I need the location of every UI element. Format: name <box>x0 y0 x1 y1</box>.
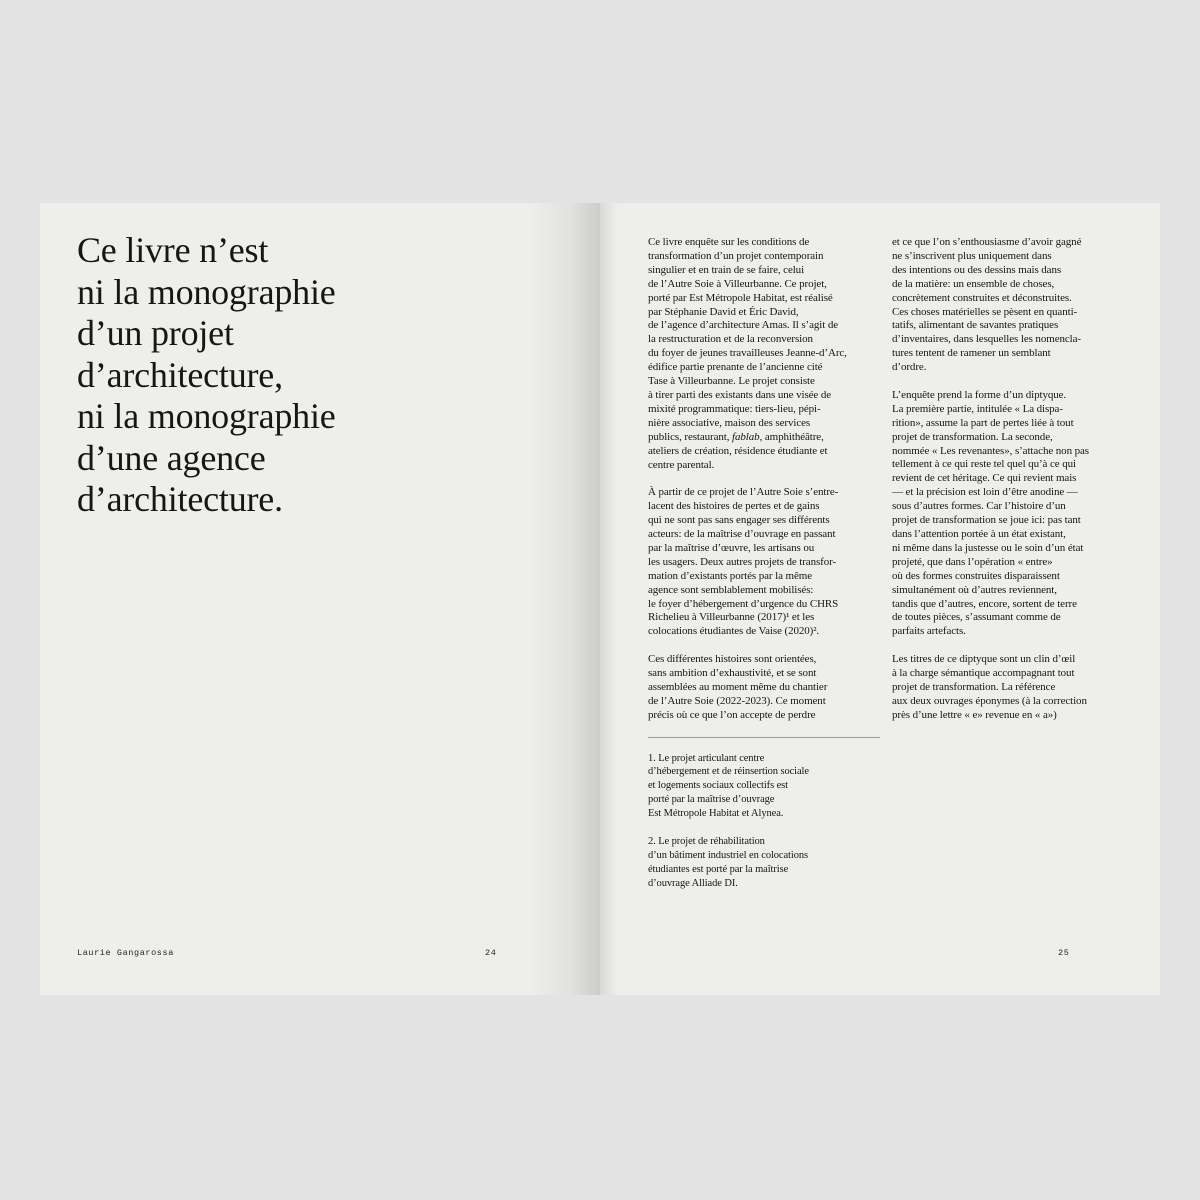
text-line: tatifs, alimentant de savantes pratiques <box>892 319 1059 332</box>
text-line: singulier et en train de se faire, celui <box>648 263 805 276</box>
text-line: Richelieu à Villeurbanne (2017)¹ et les <box>648 611 815 624</box>
text-line: et logements sociaux collectifs est <box>648 780 788 792</box>
text-line: d’un bâtiment industriel en colocations <box>648 849 808 861</box>
text-line: porté par la maîtrise d’ouvrage <box>648 794 775 806</box>
paragraph <box>892 236 1127 375</box>
text-line: agence sont semblablement mobilisés: <box>648 583 814 596</box>
text-line: où des formes construites disparaissent <box>892 569 1060 582</box>
text-line: À partir de ce projet de l’Autre Soie s’entre- <box>648 486 839 499</box>
text-line: acteurs: de la maîtrise d’ouvrage en passant <box>648 528 836 541</box>
headline-line: d’architecture, <box>77 354 283 395</box>
headline-line: d’architecture. <box>77 479 283 519</box>
footnote <box>648 835 883 891</box>
text-line: transformation d’un projet contemporain <box>648 249 824 262</box>
text-line: tandis que d’autres, encore, sortent de terre <box>892 597 1077 610</box>
text-line: à la charge sémantique accompagnant tout <box>892 667 1075 680</box>
paragraph <box>648 236 883 472</box>
footnotes <box>648 752 883 891</box>
text-line: par la maîtrise d’œuvre, les artisans ou <box>648 541 815 554</box>
text-line: porté par Est Métropole Habitat, est réalisé <box>648 291 833 304</box>
text-line: nommée « Les revenantes», s’attache non pas <box>892 444 1089 457</box>
text-line: ateliers de création, résidence étudiante et <box>648 444 828 457</box>
text-line: édifice partie prenante de l’ancienne cité <box>648 361 823 374</box>
headline-line: d’une agence <box>77 437 266 478</box>
text-line: Ce livre enquête sur les conditions de <box>648 236 810 248</box>
text-line: projet de transformation. La référence <box>892 680 1056 693</box>
text-line: parfaits artefacts. <box>892 625 966 638</box>
right-page <box>600 203 1160 995</box>
text-line: aux deux ouvrages éponymes (à la correction <box>892 694 1087 707</box>
text-line: mixité programmatique: tiers-lieu, pépi- <box>648 402 821 415</box>
text-line: mation d’existants portés par la même <box>648 569 813 582</box>
page-headline <box>77 230 557 521</box>
text-line: étudiantes est porté par la maîtrise <box>648 863 789 875</box>
text-line: du foyer de jeunes travailleuses Jeanne-d’Arc, <box>648 347 847 360</box>
text-line: projet de transformation se joue ici: pas tant <box>892 514 1081 527</box>
headline-line: ni la monographie <box>77 396 336 436</box>
text-line: d’inventaires, dans lesquelles les nomencla- <box>892 333 1081 346</box>
text-line: ne s’inscrivent plus uniquement dans <box>892 249 1052 262</box>
text-line: ni même dans la justesse ou le soin d’un état <box>892 541 1084 554</box>
headline-line: d’un projet <box>77 313 234 353</box>
text-line: simultanément où d’autres reviennent, <box>892 583 1057 596</box>
text-line: Les titres de ce diptyque sont un clin d’œil <box>892 653 1076 666</box>
text-column-1 <box>648 236 883 905</box>
text-line: dans l’attention portée à un état existant, <box>892 528 1066 541</box>
page-number-left: 24 <box>485 948 497 958</box>
text-line: 1. Le projet articulant centre <box>648 752 765 764</box>
text-line: L’enquête prend la forme d’un diptyque. <box>892 388 1067 401</box>
text-line: par Stéphanie David et Éric David, <box>648 305 799 318</box>
text-line: Ces choses matérielles se pèsent en quanti- <box>892 305 1078 318</box>
paragraph <box>892 653 1127 723</box>
column-1-body <box>648 236 883 723</box>
text-line: tures tentent de ramener un semblant <box>892 347 1051 360</box>
text-line: rition», assume la part de pertes liée à tout <box>892 416 1074 429</box>
text-line: d’ouvrage Alliade DI. <box>648 877 738 889</box>
paragraph <box>648 486 883 639</box>
text-line: de l’agence d’architecture Amas. Il s’agit de <box>648 319 839 332</box>
text-line: colocations étudiantes de Vaise (2020)². <box>648 625 820 638</box>
column-2-body <box>892 236 1127 723</box>
text-line: de l’Autre Soie à Villeurbanne. Ce projet, <box>648 277 827 290</box>
gutter-shadow <box>600 203 618 995</box>
text-line: les usagers. Deux autres projets de transfor- <box>648 555 837 568</box>
gutter-shadow <box>530 203 600 995</box>
text-line: la restructuration et de la reconversion <box>648 333 813 346</box>
footnote-divider <box>648 737 880 738</box>
text-line: précis où ce que l’on accepte de perdre <box>648 708 816 721</box>
text-line: nière associative, maison des services <box>648 416 811 429</box>
text-line: d’ordre. <box>892 361 927 374</box>
headline-line: Ce livre n’est <box>77 230 269 270</box>
text-line: concrètement construites et déconstruites. <box>892 291 1072 304</box>
text-column-2 <box>892 236 1127 737</box>
text-line: à tirer parti des existants dans une visée de <box>648 388 832 401</box>
text-line: Est Métropole Habitat et Alynea. <box>648 808 784 820</box>
text-line: des intentions ou des dessins mais dans <box>892 263 1062 276</box>
text-line: Ces différentes histoires sont orientées, <box>648 653 817 666</box>
author-name: Laurie Gangarossa <box>77 948 174 958</box>
text-line: qui ne sont pas sans engager ses différents <box>648 514 830 527</box>
text-line: de l’Autre Soie (2022-2023). Ce moment <box>648 694 826 707</box>
text-line: tellement à ce qui reste tel quel qu’à ce qui <box>892 458 1076 471</box>
text-line: projeté, que dans l’opération « entre» <box>892 555 1053 568</box>
left-page <box>40 203 600 995</box>
text-line: de toutes pièces, s’assumant comme de <box>892 611 1061 624</box>
text-line: 2. Le projet de réhabilitation <box>648 836 765 847</box>
headline-line: ni la monographie <box>77 271 336 312</box>
text-line: d’hébergement et de réinsertion sociale <box>648 766 809 778</box>
text-line: — et la précision est loin d’être anodine — <box>892 486 1078 499</box>
text-line: assemblées au moment même du chantier <box>648 680 828 693</box>
text-line: lacent des histoires de pertes et de gains <box>648 500 820 513</box>
text-line: centre parental. <box>648 458 715 471</box>
text-line: de la matière: un ensemble de choses, <box>892 277 1055 290</box>
paragraph <box>892 389 1127 639</box>
paragraph <box>648 653 883 723</box>
text-line: La première partie, intitulée « La dispa- <box>892 402 1063 415</box>
text-line: projet de transformation. La seconde, <box>892 430 1053 443</box>
text-line: le foyer d’hébergement d’urgence du CHRS <box>648 597 839 610</box>
text-line: publics, restaurant, fablab, amphithéâtre, <box>648 430 824 443</box>
text-line: revient de cet héritage. Ce qui revient mais <box>892 472 1077 485</box>
text-line: sans ambition d’exhaustivité, et se sont <box>648 667 817 680</box>
text-line: sous d’autres formes. Car l’histoire d’un <box>892 500 1066 513</box>
text-line: près d’une lettre « e» revenue en « a») <box>892 708 1057 721</box>
text-line: et ce que l’on s’enthousiasme d’avoir gagné <box>892 236 1082 248</box>
page-number-right: 25 <box>1058 948 1070 958</box>
text-line: Tase à Villeurbanne. Le projet consiste <box>648 375 815 388</box>
footnote <box>648 752 883 822</box>
